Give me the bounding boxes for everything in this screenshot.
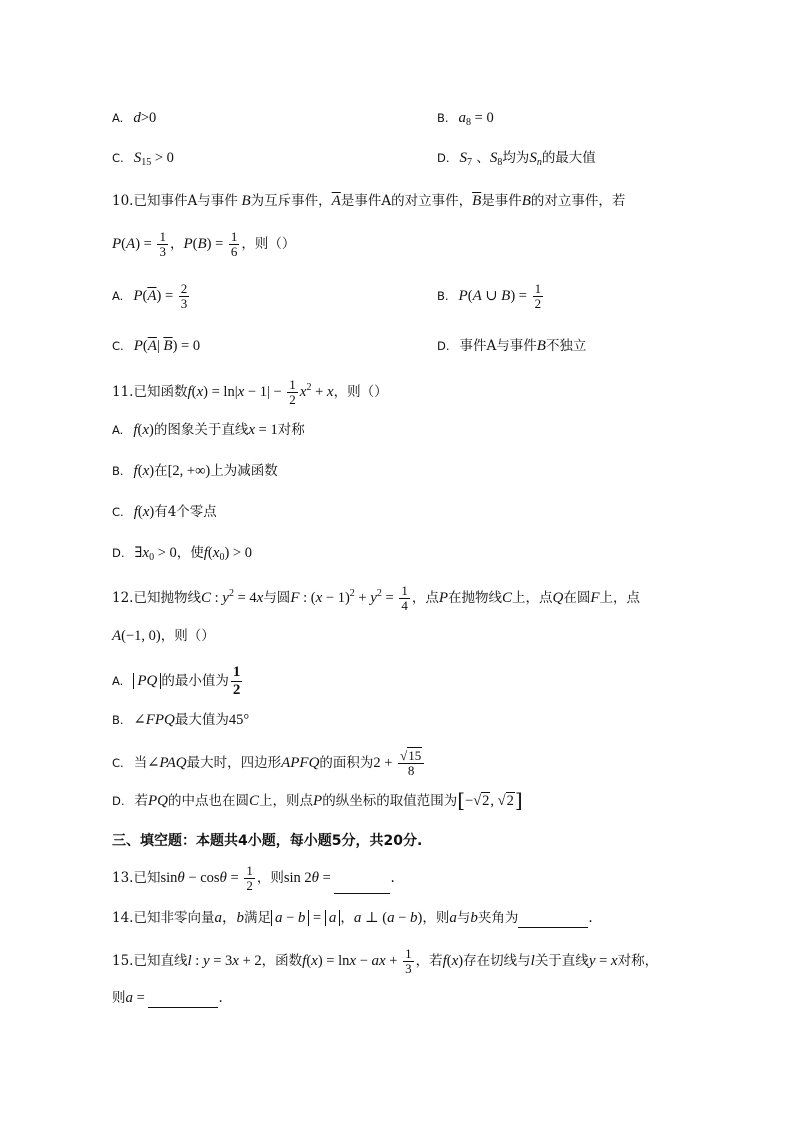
q14-stem: 14.已知非零向量a，b满足 a − b = a ，a ⊥ (a − b)，则a与b夹角为 .: [112, 910, 593, 926]
q10-stem-line1: 10.已知事件A与事件 B为互斥事件，$\overline{A}$是事件A的对立事件，$\overline{B}$是事件B的对立事件，若: [112, 193, 626, 209]
q10-option-d: D. 事件A与事件B不独立: [437, 338, 587, 354]
q12-option-b: B. ∠FPQ最大值为45°: [112, 712, 250, 728]
q12-option-d: D. 若PQ的中点也在圆C上，则点P的纵坐标的取值范围为[−√2, √2]: [112, 788, 523, 812]
q10-stem-line2: P(A) = $\frac{1}{3}$ ，P(B) = $\frac{1}{6}$ ，则（）: [112, 229, 296, 259]
q10-option-c: C. $P(\overline{A}|$ $\overline{B}) = 0$: [112, 338, 201, 354]
q13-answer-blank[interactable]: [334, 879, 390, 894]
q9-option-d: D. $S_7$ 、$S_8$均为$S_n$的最大值: [437, 150, 596, 168]
section-3-title: 三、填空题：本题共4小题，每小题5分，共20分.: [112, 833, 423, 849]
q12-stem-line2: A(−1, 0)，则（）: [112, 628, 215, 644]
q11-option-b: B. f(x)在[2, +∞)上为减函数: [112, 463, 278, 479]
q12-option-a: A. PQ 的最小值为 $\frac{1}{2}$: [112, 664, 241, 698]
q13-stem: 13.已知sinθ − cosθ = $\frac{1}{2}$ ，则sin 2θ = .: [112, 863, 395, 893]
q9-option-c: C. $S_{15} > 0$: [112, 150, 174, 168]
q11-stem: 11.已知函数f(x) = ln|x − 1| − $\frac{1}{2}$ $x^2 + x$，则（）: [112, 377, 388, 407]
q10-option-b: B. P(A ∪ B) = $\frac{1}{2}$: [437, 281, 542, 311]
q9-option-b: B. $a_8 = 0$: [437, 110, 494, 128]
q11-option-d: D. $\exists x_0 > 0$，使$f(x_0) > 0$: [112, 545, 252, 563]
q9-option-a: A. d>0: [112, 110, 157, 126]
q11-option-c: C. f(x)有4个零点: [112, 504, 217, 520]
q15-stem-line1: 15.已知直线l : y = 3x + 2，函数f(x) = lnx − ax + $\frac{1}{3}$ ，若f(x)存在切线与l关于直线y = x对称，: [112, 946, 659, 976]
q12-stem-line1: 12.已知抛物线C : $y^2 = 4x$与圆F : $(x - 1)^2 + y^2$ = $\frac{1}{4}$ ，点P在抛物线C上，点Q在圆F上，点: [112, 583, 641, 613]
q11-option-a: A. f(x)的图象关于直线x = 1对称: [112, 422, 305, 438]
q10-option-a: A. $P(\overline{A})$ = $\frac{2}{3}$: [112, 281, 188, 311]
q14-answer-blank[interactable]: [518, 913, 588, 928]
q12-option-c: C. 当∠PAQ最大时，四边形APFQ的面积为2 + $\frac{√15}{8}$: [112, 746, 426, 780]
q15-answer-blank[interactable]: [148, 993, 218, 1008]
q15-stem-line2: 则a = .: [112, 990, 223, 1006]
